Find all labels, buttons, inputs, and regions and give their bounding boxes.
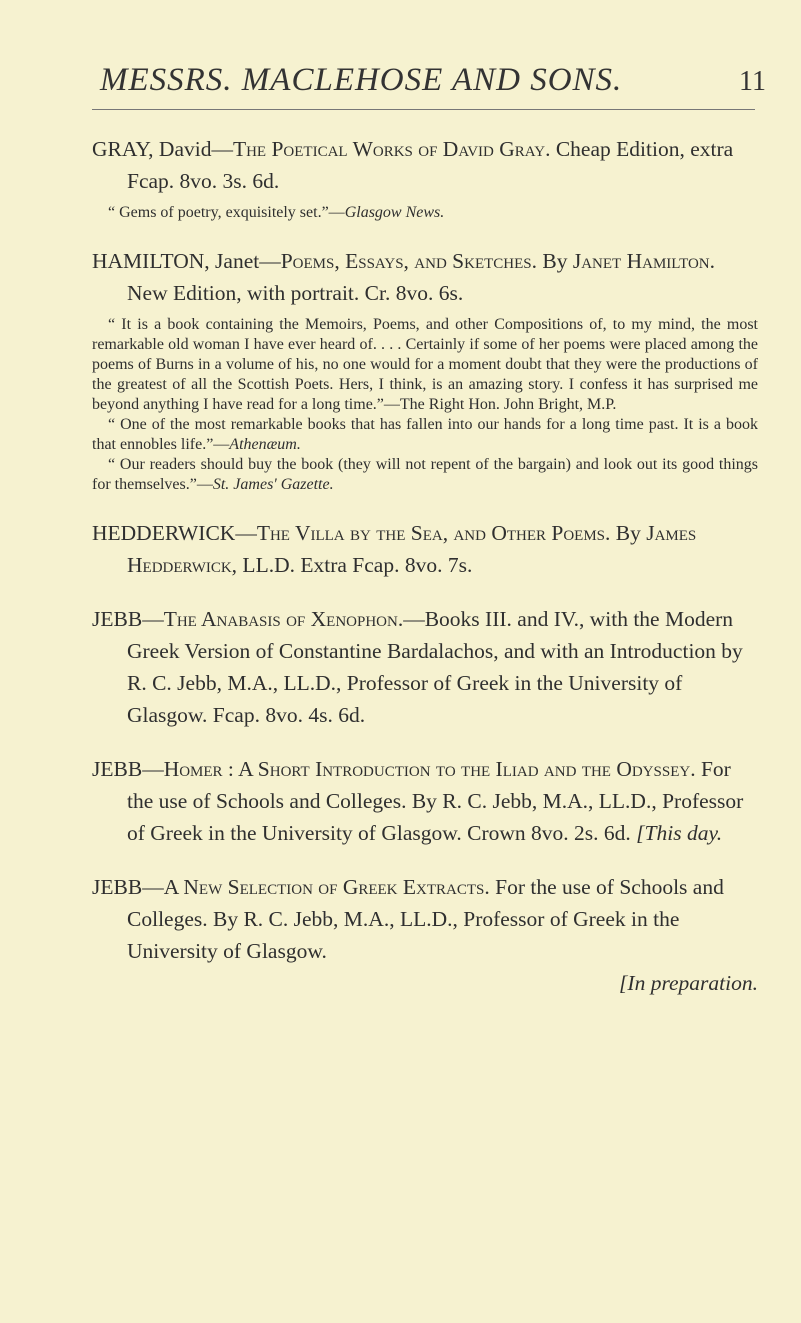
entry-detail: Cheap Edition, extra Fcap. 8vo. 3s. 6d. xyxy=(127,137,734,193)
entry-author-name: James Hedderwick, LL.D. xyxy=(127,521,697,577)
entry-heading: HAMILTON, Janet—Poems, Essays, and Sketches. By Janet Hamilton. New Edition, with portrait. Cr. 8vo. 6s. xyxy=(92,249,716,305)
entry-detail: For the use of Schools and Colleges. By R. C. Jebb, M.A., LL.D., Professor of Greek in the University of Glasgow. xyxy=(127,875,724,963)
entry-detail: Extra Fcap. 8vo. 7s. xyxy=(300,553,473,577)
entry-heading: JEBB—The Anabasis of Xenophon.—Books III. and IV., with the Modern Greek Version of Constantine Bardalachos, and with an Introduction by R. C. Jebb, M.A., LL.D., Professor of Greek in the University of Glasgow. Fcap. 8vo. 4s. 6d. xyxy=(92,607,743,727)
entry-note: [This day. xyxy=(636,821,723,845)
entry-title: The Poetical Works of David Gray. xyxy=(232,137,551,161)
catalogue-entry-jebb-homer xyxy=(92,753,758,849)
entry-heading: JEBB—Homer : A Short Introduction to the Iliad and the Odyssey. For the use of Schools and Colleges. By R. C. Jebb, M.A., LL.D., Professor of Greek in the University of Glasgow. Crown 8vo. 2s. 6d. [This day. xyxy=(92,757,744,845)
entry-author-name: Janet Hamilton. xyxy=(572,249,716,273)
entry-detail: For the use of Schools and Colleges. By R. C. Jebb, M.A., LL.D., Professor of Greek in the University of Glasgow. Crown 8vo. 2s. 6d. xyxy=(127,757,744,845)
catalogue-list xyxy=(92,133,758,1021)
entry-heading: GRAY, David—The Poetical Works of David Gray. Cheap Edition, extra Fcap. 8vo. 3s. 6d. xyxy=(92,137,734,193)
review-quote: “ One of the most remarkable books that has fallen into our hands for a long time past. It is a book that ennobles life.”—Athenæum. xyxy=(92,416,758,453)
entry-author: JEBB xyxy=(92,875,143,899)
running-head: MESSRS. MACLEHOSE AND SONS. xyxy=(100,62,623,98)
review-quote: “ Gems of poetry, exquisitely set.”—Glasgow News. xyxy=(108,204,445,221)
entry-author: JEBB xyxy=(92,607,143,631)
catalogue-entry-jebb-anabasis xyxy=(92,603,758,731)
entry-title: Poems, Essays, and Sketches. xyxy=(280,249,538,273)
entry-note: [In preparation. xyxy=(619,971,758,995)
header-rule xyxy=(92,109,755,110)
entry-author: HEDDERWICK xyxy=(92,521,236,545)
catalogue-entry-hamilton xyxy=(92,245,758,495)
entry-author: GRAY, David xyxy=(92,137,212,161)
review-quote: “ Our readers should buy the book (they will not repent of the bargain) and look out its good things for themselves.”—St. James' Gazette. xyxy=(92,456,758,493)
entry-heading: JEBB—A New Selection of Greek Extracts. For the use of Schools and Colleges. By R. C. Jebb, M.A., LL.D., Professor of Greek in the University of Glasgow. xyxy=(92,875,724,963)
entry-author: HAMILTON, Janet xyxy=(92,249,260,273)
entry-author: JEBB xyxy=(92,757,143,781)
entry-heading: HEDDERWICK—The Villa by the Sea, and Other Poems. By James Hedderwick, LL.D. Extra Fcap. 8vo. 7s. xyxy=(92,521,697,577)
entry-title: A New Selection of Greek Extracts. xyxy=(163,875,490,899)
page-number: 11 xyxy=(739,66,766,97)
catalogue-entry-hedderwick xyxy=(92,517,758,581)
entry-title: The Anabasis of Xenophon. xyxy=(163,607,404,631)
entry-detail: —Books III. and IV., with the Modern Greek Version of Constantine Bardalachos, and with an Introduction by R. C. Jebb, M.A., LL.D., Professor of Greek in the University of Glasgow. Fcap. 8vo. 4s. 6d. xyxy=(127,607,743,727)
catalogue-entry-gray xyxy=(92,133,758,223)
review-quote: “ It is a book containing the Memoirs, Poems, and other Compositions of, to my mind, the most remarkable old woman I have ever heard of. . . . Certainly if some of her poems were placed among the poems of Burns in a volume of his, no one would for a moment doubt that they were the productions of the greatest of all the Scottish Poets. Hers, I think, is an amazing story. I confess it has surprised me beyond anything I have read for a long time.”—The Right Hon. John Bright, M.P. xyxy=(92,316,758,413)
entry-title: The Villa by the Sea, and Other Poems. xyxy=(256,521,611,545)
entry-detail: New Edition, with portrait. Cr. 8vo. 6s. xyxy=(127,281,464,305)
catalogue-entry-jebb-extracts xyxy=(92,871,758,999)
entry-title: Homer : A Short Introduction to the Iliad and the Odyssey. xyxy=(163,757,696,781)
